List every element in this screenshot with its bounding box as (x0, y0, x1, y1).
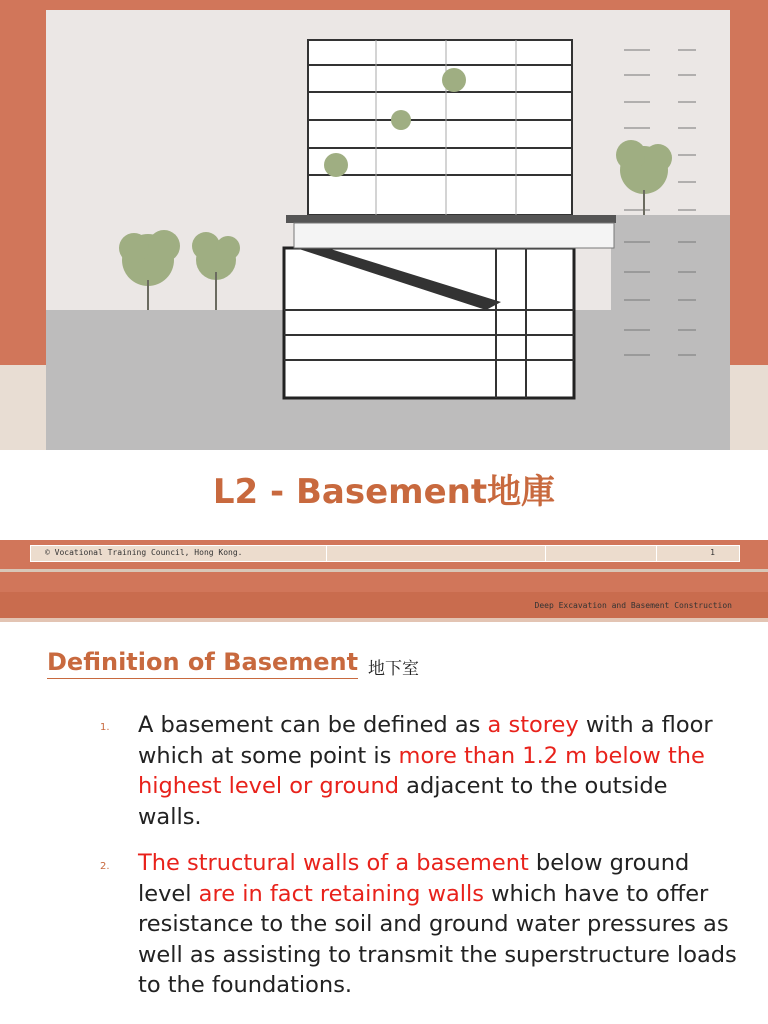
list-item (138, 710, 738, 832)
list-number: 1. (100, 722, 110, 733)
item-highlight: The structural walls of a basement (138, 850, 529, 876)
right-border (730, 10, 768, 365)
slide-title-cn: 地庫 (487, 472, 556, 512)
building-section-drawing (46, 10, 730, 450)
list-number: 2. (100, 861, 110, 872)
definition-heading: Definition of Basement (47, 646, 358, 679)
item-highlight: are in fact retaining walls (198, 880, 484, 907)
slide-title-en: L2 - Basement (212, 472, 488, 512)
item-text: which have to offer resistance to the soil and ground water pressures as well as assisting to transmit the superstructure loads to the foundations. (138, 880, 737, 998)
item-text: A basement can be defined as (138, 712, 488, 738)
section-drawing-svg (46, 10, 730, 450)
footer-divider (656, 546, 657, 561)
footer-divider (545, 546, 546, 561)
footer-strip (30, 545, 740, 562)
definition-slide (0, 572, 768, 1024)
top-border (0, 0, 768, 10)
definition-heading-cn: 地下室 (368, 659, 419, 679)
item-text: adjacent to the outside walls. (138, 773, 668, 830)
slide-title (0, 464, 768, 513)
item-text: below ground level (138, 850, 690, 907)
header-underline (0, 618, 768, 622)
course-header: Deep Excavation and Basement Construction (534, 601, 732, 610)
footer-copyright: © Vocational Training Council, Hong Kong. (45, 548, 243, 557)
footer-divider (326, 546, 327, 561)
left-border (0, 10, 46, 365)
list-item (138, 848, 738, 1001)
page-number: 1 (710, 548, 715, 557)
item-highlight: more than 1.2 m below the highest level or ground (138, 742, 705, 799)
item-text: with a floor which at some point is (138, 712, 713, 769)
item-highlight: a storey (487, 712, 579, 738)
